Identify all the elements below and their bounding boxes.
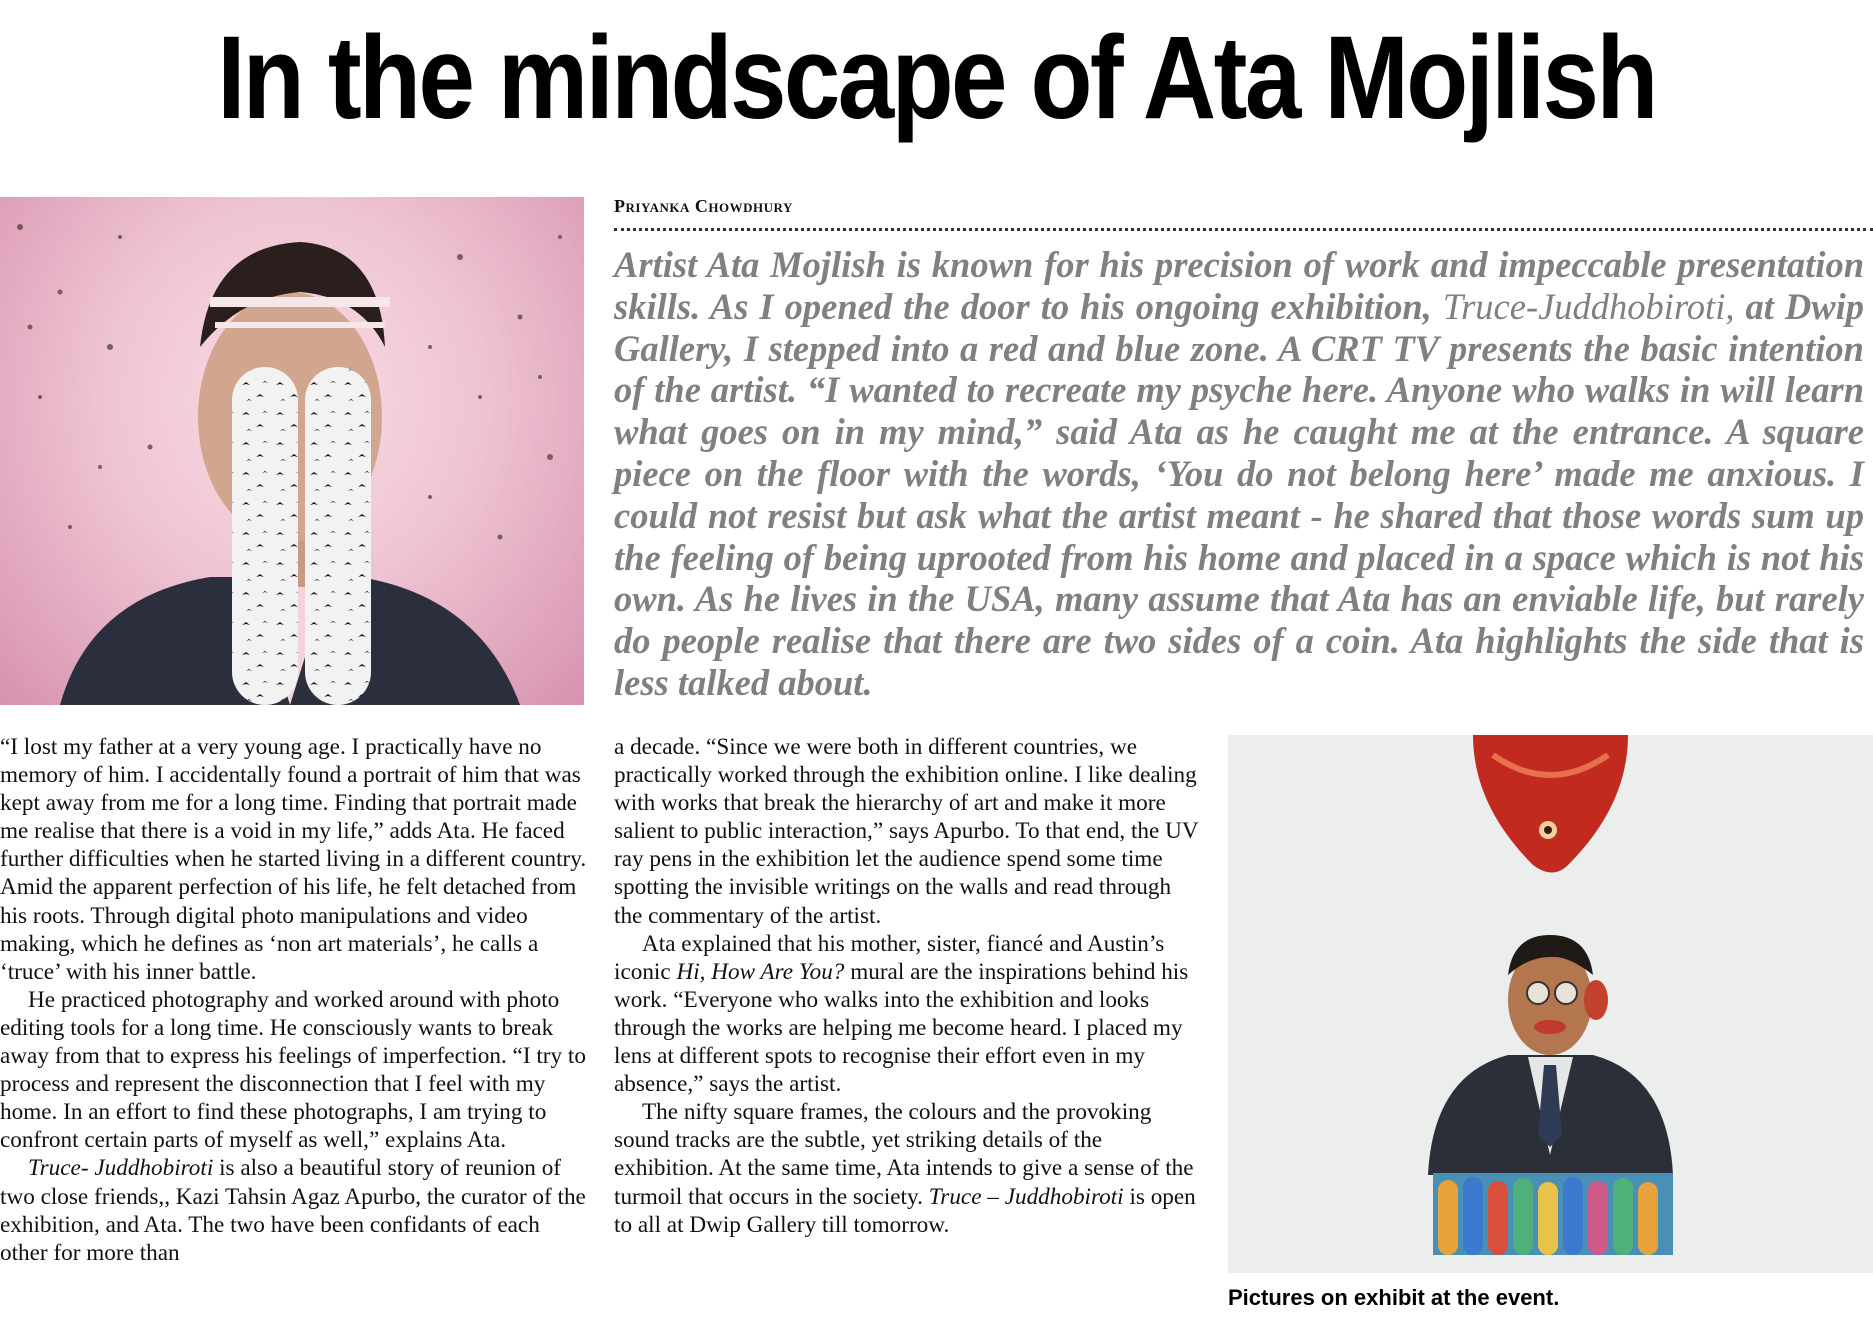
column2-paragraph-1: a decade. “Since we were both in different countries, we practically worked through the exhibition online. I like dealing with works that break the hierarchy of art and make it more salient to public interaction,” says Apurbo. To that end, the UV ray pens in the exhibition let the audience spend some time spotting the invisible writings on the walls and read through the commentary of the artist. [614,734,1199,929]
column2-paragraph-2-end: mural are the inspirations behind his work. “Everyone who walks into the exhibition and looks through the works are helping me become heard. I placed my lens at different spots to recognise their effort even in my absence,” says the artist. [614,958,1189,1098]
column1-paragraph-2: He practiced photography and worked around with photo editing tools for a long time. He consciously wants to break away from that to express his feelings of imperfection. “I try to process and represent the disconnection that I feel with my home. In an effort to find these photographs, I am trying to confront certain parts of myself as well,” explains Ata. [0,986,586,1154]
intro-text-part2: at Dwip Gallery, I stepped into a red and blue zone. A CRT TV presents the basic intention of the artist. “I wanted to recreate my psyche here. Anyone who walks in will learn what goes on in my mind,” said Ata as he caught me at the entrance. A square piece on the floor with the words, ‘You do not belong here’ made me anxious. I could not resist but ask what the artist meant - he shared that those words sum up the feeling of being uprooted from his home and placed in a space which is not his own. As he lives in the USA, many assume that Ata has an enviable life, but rarely do people realise that there are two sides of a coin. Ata highlights the side that is less talked about. [614,285,1864,703]
intro-paragraph [614,244,1864,704]
byline: Priyanka Chowdhury [614,196,793,216]
artwork-photo-fish-man [1228,735,1873,1273]
exhibition-title-italic-2: Truce – Juddhobiroti [928,1183,1124,1210]
intro-text-part1: Artist Ata Mojlish is known for his precision of work and impeccable presentation skills. As I opened the door to his ongoing exhibition, [614,244,1864,327]
column2-paragraph-3-start: The nifty square frames, the colours and the provoking sound tracks are the subtle, yet striking details of the exhibition. At the same time, Ata intends to give a sense of the turmoil that occurs in the society. [614,1099,1194,1210]
body-column-2 [614,733,1204,1239]
exhibition-title-italic: Truce- Juddhobiroti [28,1155,214,1182]
artwork-photo-portrait [0,197,584,705]
column2-paragraph-2 [614,930,1204,1099]
column1-paragraph-1: “I lost my father at a very young age. I practically have no memory of him. I accidentally found a portrait of him that was kept away from me for a long time. Finding that portrait made me realise that there is a void in my life,” adds Ata. He faced further difficulties when he started living in a different country. Amid the apparent perfection of his life, he felt detached from his roots. Through digital photo manipulations and video making, which he defines as ‘non art materials’, he calls a ‘truce’ with his inner battle. [0,734,587,985]
body-column-1 [0,733,588,1267]
dotted-divider [614,228,1873,231]
column1-paragraph-3 [0,1154,588,1266]
column2-paragraph-3-end: is open to all at Dwip Gallery till tomorrow. [614,1183,1196,1238]
mural-title-italic: Hi, How Are You? [676,958,845,985]
column1-paragraph-3-text: is also a beautiful story of reunion of two close friends,, Kazi Tahsin Agaz Apurbo, the curator of the exhibition, and Ata. The two have been confidants of each other for more than [0,1155,586,1266]
intro-exhibition-name: Truce-Juddhobiroti, [1442,285,1735,327]
headline: In the mindscape of Ata Mojlish [217,12,1656,144]
column2-paragraph-2-start: Ata explained that his mother, sister, fiancé and Austin’s iconic [614,930,1165,985]
photo-caption: Pictures on exhibit at the event. [1228,1285,1560,1310]
column2-paragraph-3 [614,1098,1204,1238]
